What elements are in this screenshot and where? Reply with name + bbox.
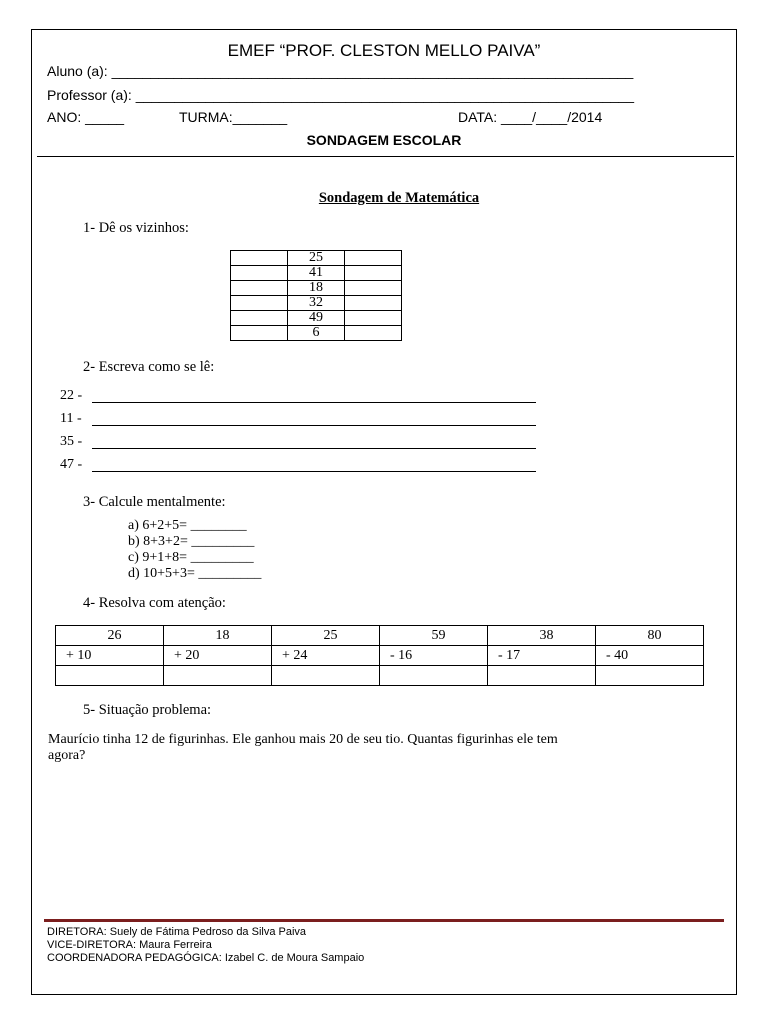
question-4-label: 4- Resolva com atenção:	[83, 595, 226, 611]
number-cell: 6	[288, 326, 345, 341]
write-item-47: 47 -	[60, 457, 83, 472]
footer-divider	[44, 919, 724, 922]
predecessor-cell[interactable]	[231, 251, 288, 266]
answer-line[interactable]	[92, 402, 536, 403]
mental-calc-d: d) 10+5+3= _________	[128, 566, 262, 581]
operand-cell: 18	[164, 626, 272, 646]
operand-cell: 26	[56, 626, 164, 646]
answer-line[interactable]	[92, 425, 536, 426]
ano-field: ANO: _____	[47, 109, 125, 125]
number-cell: 25	[288, 251, 345, 266]
successor-cell[interactable]	[345, 266, 402, 281]
operand-cell: 25	[272, 626, 380, 646]
result-cell[interactable]	[164, 666, 272, 686]
neighbors-table	[230, 250, 402, 341]
predecessor-cell[interactable]	[231, 281, 288, 296]
worksheet-title: Sondagem de Matemática	[318, 190, 480, 206]
aluno-field: Aluno (a): ___________________________________________________________________	[47, 63, 634, 79]
predecessor-cell[interactable]	[231, 296, 288, 311]
mental-calc-c: c) 9+1+8= _________	[128, 550, 254, 565]
write-item-35: 35 -	[60, 434, 83, 449]
question-3-label: 3- Calcule mentalmente:	[83, 494, 226, 510]
write-item-11: 11 -	[60, 411, 82, 426]
number-cell: 18	[288, 281, 345, 296]
table-row	[231, 296, 402, 311]
result-cell[interactable]	[380, 666, 488, 686]
successor-cell[interactable]	[345, 281, 402, 296]
table-row	[231, 311, 402, 326]
problem-text-line-1: Maurício tinha 12 de figurinhas. Ele ganhou mais 20 de seu tio. Quantas figurinhas ele tem	[48, 732, 558, 747]
page-border	[31, 29, 737, 995]
successor-cell[interactable]	[345, 311, 402, 326]
write-item-22: 22 -	[60, 388, 83, 403]
question-5-label: 5- Situação problema:	[83, 702, 212, 718]
header-divider	[37, 156, 734, 157]
question-2-label: 2- Escreva como se lê:	[83, 359, 215, 375]
footer-vice-diretora: VICE-DIRETORA: Maura Ferreira	[47, 939, 212, 951]
table-row	[56, 646, 704, 666]
operator-cell: + 10	[56, 646, 164, 666]
problem-text-line-2: agora?	[48, 748, 86, 763]
turma-field: TURMA:_______	[179, 109, 288, 125]
operations-table	[55, 625, 704, 686]
result-cell[interactable]	[56, 666, 164, 686]
table-row	[231, 326, 402, 341]
professor-field: Professor (a): ________________________________________________________________	[47, 87, 635, 103]
predecessor-cell[interactable]	[231, 266, 288, 281]
school-name: EMEF “PROF. CLESTON MELLO PAIVA”	[227, 41, 541, 60]
operand-cell: 38	[488, 626, 596, 646]
operand-cell: 59	[380, 626, 488, 646]
predecessor-cell[interactable]	[231, 311, 288, 326]
mental-calc-a: a) 6+2+5= ________	[128, 518, 247, 533]
successor-cell[interactable]	[345, 326, 402, 341]
subtitle: SONDAGEM ESCOLAR	[306, 132, 462, 148]
operand-cell: 80	[596, 626, 704, 646]
number-cell: 49	[288, 311, 345, 326]
successor-cell[interactable]	[345, 296, 402, 311]
operator-cell: + 24	[272, 646, 380, 666]
data-field: DATA: ____/____/2014	[458, 109, 603, 125]
operator-cell: + 20	[164, 646, 272, 666]
successor-cell[interactable]	[345, 251, 402, 266]
result-cell[interactable]	[488, 666, 596, 686]
operator-cell: - 40	[596, 646, 704, 666]
result-cell[interactable]	[596, 666, 704, 686]
operator-cell: - 16	[380, 646, 488, 666]
mental-calc-b: b) 8+3+2= _________	[128, 534, 255, 549]
number-cell: 32	[288, 296, 345, 311]
footer-diretora: DIRETORA: Suely de Fátima Pedroso da Silva Paiva	[47, 926, 307, 938]
table-row	[231, 266, 402, 281]
question-1-label: 1- Dê os vizinhos:	[83, 220, 189, 236]
number-cell: 41	[288, 266, 345, 281]
result-cell[interactable]	[272, 666, 380, 686]
table-row	[231, 281, 402, 296]
table-row	[56, 666, 704, 686]
table-row	[231, 251, 402, 266]
answer-line[interactable]	[92, 448, 536, 449]
answer-line[interactable]	[92, 471, 536, 472]
predecessor-cell[interactable]	[231, 326, 288, 341]
table-row	[56, 626, 704, 646]
footer-coordenadora: COORDENADORA PEDAGÓGICA: Izabel C. de Moura Sampaio	[47, 952, 365, 964]
operator-cell: - 17	[488, 646, 596, 666]
